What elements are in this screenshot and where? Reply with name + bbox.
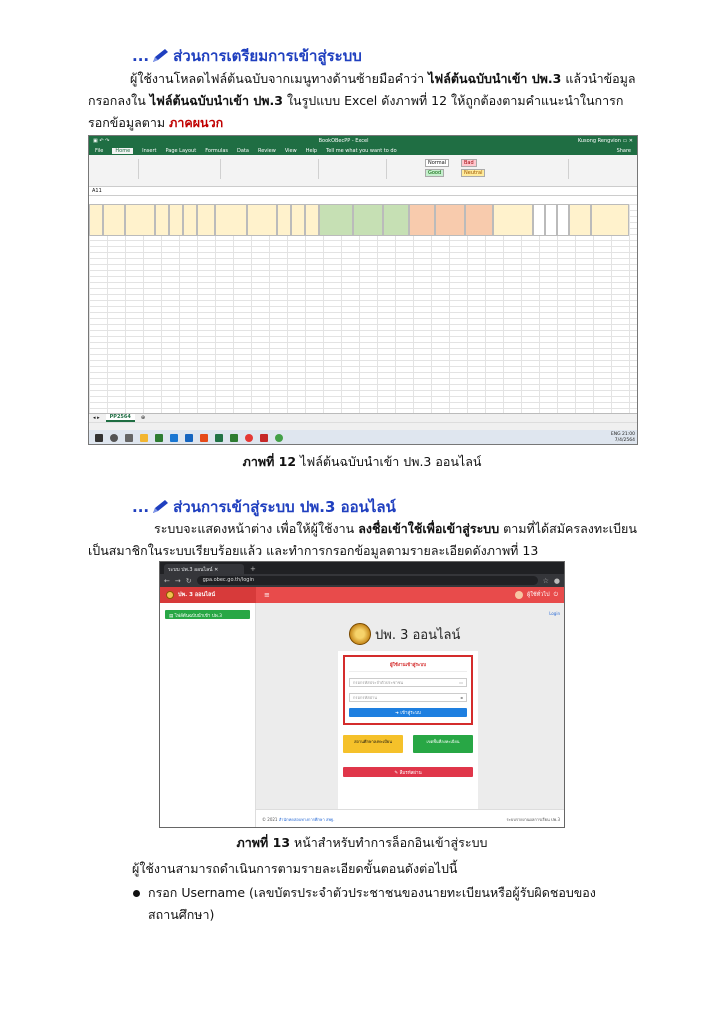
text-run: แล้วนำข้อมูลกรอกลงใน xyxy=(88,71,636,108)
username-placeholder: กรอกรหัสประจำตัวประชาชน xyxy=(353,680,404,685)
user-menu[interactable] xyxy=(515,591,558,599)
header-cell xyxy=(569,204,591,236)
header-cell xyxy=(155,204,169,236)
menu-help[interactable]: Help xyxy=(305,147,318,154)
menu-tell-me[interactable]: Tell me what you want to do xyxy=(326,147,397,154)
header-cell xyxy=(383,204,409,236)
task-view-icon[interactable] xyxy=(125,434,133,442)
excel-quick-access-icon: ▣ ↶ ↷ xyxy=(93,138,110,144)
figure-caption-13 xyxy=(0,833,724,853)
header-cell xyxy=(493,204,533,236)
windows-taskbar xyxy=(89,430,638,445)
header-cell xyxy=(89,204,103,236)
style-bad[interactable]: Bad xyxy=(461,159,477,167)
app-main xyxy=(256,603,565,828)
footer-right: ระบบรายงานผลการเรียน ปพ.3 xyxy=(506,817,560,822)
caption-text: หน้าสำหรับทำการล็อกอินเข้าสู่ระบบ xyxy=(290,835,488,850)
clock-time: 21:00 xyxy=(622,432,635,437)
menu-page-layout[interactable]: Page Layout xyxy=(165,147,197,154)
name-box[interactable]: A11 xyxy=(92,188,102,194)
menu-toggle-icon[interactable]: ≡ xyxy=(264,591,270,599)
section-heading-login xyxy=(132,495,396,519)
header-cell xyxy=(247,204,277,236)
account-name: Kusong Rengvion xyxy=(577,138,621,144)
header-cell xyxy=(197,204,215,236)
app-header xyxy=(160,587,565,603)
browser-tabstrip xyxy=(160,562,564,574)
formula-bar xyxy=(89,187,637,196)
header-row xyxy=(89,204,629,236)
address-bar[interactable]: gpa.obec.go.th/login xyxy=(197,576,538,585)
sheet-tabs xyxy=(89,413,638,422)
password-placeholder: กรอกรหัสผ่าน xyxy=(353,695,377,700)
app-footer xyxy=(256,809,565,828)
clipboard-group xyxy=(89,159,139,179)
profile-icon[interactable]: ● xyxy=(553,576,560,585)
style-neutral[interactable]: Neutral xyxy=(461,169,485,177)
app-icon[interactable] xyxy=(155,434,163,442)
main-title: ปพ. 3 ออนไลน์ xyxy=(375,627,461,643)
menu-file[interactable]: File xyxy=(95,147,104,154)
main-logo xyxy=(349,623,460,645)
seal-logo-icon xyxy=(166,591,174,599)
text-run: ในรูปแบบ Excel ดังภาพที่ 12 ให้ถูกต้องตามคำแนะนำในการกรอกข้อมูลตาม xyxy=(88,93,624,130)
sheet-tab-pp2564[interactable]: PP2564 xyxy=(106,414,135,422)
back-icon[interactable]: ← xyxy=(164,576,170,585)
pencil-icon xyxy=(151,48,171,64)
cells-group xyxy=(509,159,569,179)
excel-menu xyxy=(89,146,637,155)
forgot-password-button[interactable]: ✎ ลืมรหัสผ่าน xyxy=(343,767,473,777)
brand-text: ปพ. 3 ออนไลน์ xyxy=(178,592,216,598)
heading-dots: ... xyxy=(132,498,150,516)
password-input[interactable] xyxy=(349,693,467,702)
menu-insert[interactable]: Insert xyxy=(142,147,157,154)
header-cell xyxy=(591,204,629,236)
sidebar-item-label: ไฟล์ต้นฉบับนำเข้า ปพ.3 xyxy=(174,614,222,619)
school-register-button[interactable] xyxy=(343,735,403,753)
header-cell xyxy=(125,204,155,236)
footer-org-link[interactable]: สำนักทดสอบทางการศึกษา สพฐ. xyxy=(278,817,335,822)
header-cell xyxy=(183,204,197,236)
header-cell xyxy=(169,204,183,236)
excel-statusbar xyxy=(89,422,638,430)
pencil-icon xyxy=(151,499,171,515)
avatar xyxy=(515,591,523,599)
bold-run: ไฟล์ต้นฉบับนำเข้า ปพ.3 xyxy=(149,93,283,108)
footer-left xyxy=(262,816,335,823)
text-run: ผู้ใช้งานโหลดไฟล์ต้นฉบับจากเมนูทางด้านซ้ายมือคำว่า xyxy=(130,71,429,86)
app-sidebar xyxy=(160,603,256,828)
reload-icon[interactable]: ↻ xyxy=(185,576,192,585)
new-tab-icon[interactable]: + xyxy=(250,565,256,573)
header-cell xyxy=(353,204,383,236)
school-register-label: สถานศึกษาลงทะเบียน xyxy=(354,739,392,744)
star-icon[interactable]: ☆ xyxy=(542,576,549,585)
tab-title: ระบบ ปพ.3 ออนไลน์ xyxy=(168,567,213,573)
login-button[interactable]: ➜ เข้าสู่ระบบ xyxy=(349,708,467,717)
bold-run: ไฟล์ต้นฉบับนำเข้า ปพ.3 xyxy=(428,71,562,86)
forgot-password-label: ลืมรหัสผ่าน xyxy=(399,771,422,776)
excel-account: Kusong Rengvion ▭ ✕ xyxy=(577,138,633,144)
section-heading-preparation xyxy=(132,44,362,68)
header-cell xyxy=(545,204,557,236)
sidebar-item-template-file[interactable]: ▤ ไฟล์ต้นฉบับนำเข้า ปพ.3 xyxy=(165,610,250,619)
bullet-item-username: กรอก Username (เลขบัตรประจำตัวประชาชนของนายทะเบียนหรือผู้รับผิดชอบของสถานศึกษา) xyxy=(148,885,596,922)
username-input[interactable] xyxy=(349,678,467,687)
login-link[interactable]: Login xyxy=(549,611,560,616)
taskbar-clock xyxy=(611,432,635,444)
menu-formulas[interactable]: Formulas xyxy=(205,147,229,154)
header-cell xyxy=(533,204,545,236)
edge-icon[interactable] xyxy=(170,434,178,442)
forward-icon[interactable]: → xyxy=(174,576,181,585)
header-cell xyxy=(103,204,125,236)
figure-caption-12 xyxy=(0,452,724,472)
header-cell xyxy=(305,204,319,236)
caption-label: ภาพที่ 13 xyxy=(236,835,291,850)
excel-window-title: BookOBecPP - Excel xyxy=(318,138,369,144)
font-group xyxy=(141,159,221,179)
header-cell xyxy=(277,204,291,236)
appendix-link-text: ภาคผนวก xyxy=(169,115,224,130)
number-group xyxy=(321,159,387,179)
header-cell xyxy=(557,204,569,236)
login-button-label: เข้าสู่ระบบ xyxy=(400,711,421,716)
area-register-button[interactable] xyxy=(413,735,473,753)
excel-ribbon xyxy=(89,155,637,187)
menu-data[interactable]: Data xyxy=(237,147,249,154)
header-cell xyxy=(291,204,305,236)
header-cell xyxy=(409,204,435,236)
header-cell xyxy=(215,204,247,236)
footer-copyright: © 2021 xyxy=(262,817,279,822)
id-card-icon: ▭ xyxy=(459,680,463,685)
text-run: ระบบจะแสดงหน้าต่าง เพื่อให้ผู้ใช้งาน xyxy=(154,521,359,536)
excel-icon[interactable] xyxy=(215,434,223,442)
windows-start-icon[interactable] xyxy=(95,434,103,442)
style-good[interactable]: Good xyxy=(425,169,444,177)
browser-toolbar xyxy=(160,574,564,587)
power-icon[interactable]: ⏻ xyxy=(553,591,558,598)
line-icon[interactable] xyxy=(275,434,283,442)
style-normal[interactable]: Normal xyxy=(425,159,449,167)
browser-tab[interactable]: ระบบ ปพ.3 ออนไลน์ ✕ xyxy=(164,564,244,574)
caption-label: ภาพที่ 12 xyxy=(242,454,297,469)
chrome-icon[interactable] xyxy=(245,434,253,442)
login-form xyxy=(343,655,473,725)
powerpoint-icon[interactable] xyxy=(200,434,208,442)
lock-icon: ▪ xyxy=(460,695,463,700)
section-heading-text: ส่วนการเตรียมการเข้าสู่ระบบ xyxy=(173,47,362,65)
header-cell xyxy=(319,204,353,236)
share-button[interactable]: Share xyxy=(616,147,631,154)
menu-home[interactable]: Home xyxy=(112,148,133,154)
app-icon[interactable] xyxy=(230,434,238,442)
bold-run: ลงชื่อเข้าใช้เพื่อเข้าสู่ระบบ xyxy=(358,521,500,536)
heading-dots: ... xyxy=(132,47,150,65)
paragraph-preparation xyxy=(88,68,644,134)
header-cell xyxy=(465,204,493,236)
paragraph-login xyxy=(88,518,644,562)
search-icon[interactable] xyxy=(110,434,118,442)
caption-text: ไฟล์ต้นฉบับนำเข้า ปพ.3 ออนไลน์ xyxy=(296,454,482,469)
login-card xyxy=(338,651,478,823)
menu-review[interactable]: Review xyxy=(257,147,276,154)
excel-screenshot xyxy=(88,135,638,445)
browser-screenshot xyxy=(159,561,565,828)
area-register-label: เขตพื้นที่ลงทะเบียน xyxy=(426,739,460,744)
app-brand[interactable] xyxy=(160,587,256,603)
word-icon[interactable] xyxy=(185,434,193,442)
user-name: ผู้ใช้ทั่วไป xyxy=(527,592,550,598)
pdf-icon[interactable] xyxy=(260,434,268,442)
section-heading-text: ส่วนการเข้าสู่ระบบ ปพ.3 ออนไลน์ xyxy=(173,498,396,516)
text-run: ตามที่ได้สมัครลงทะเบียนเป็นสมาชิกในระบบเรียบร้อยแล้ว และทำการกรอกข้อมูลตามรายละเอียดดังภาพที่ 13 xyxy=(88,521,637,558)
bullet-icon xyxy=(132,886,144,898)
header-cell xyxy=(435,204,465,236)
language-indicator: ENG xyxy=(610,432,621,437)
sheet-nav-icon[interactable]: ◂ ▸ xyxy=(93,415,100,421)
paragraph-steps-intro: ผู้ใช้งานสามารถดำเนินการตามรายละเอียดขั้นตอนดังต่อไปนี้ xyxy=(132,861,458,876)
excel-titlebar xyxy=(89,136,637,146)
seal-logo-icon xyxy=(349,623,371,645)
file-explorer-icon[interactable] xyxy=(140,434,148,442)
menu-view[interactable]: View xyxy=(284,147,297,154)
alignment-group xyxy=(223,159,319,179)
add-sheet-icon[interactable]: ⊕ xyxy=(140,415,146,421)
clock-date: 7/4/2564 xyxy=(614,438,635,443)
login-form-title: ผู้ใช้งานเข้าสู่ระบบ xyxy=(349,661,467,672)
